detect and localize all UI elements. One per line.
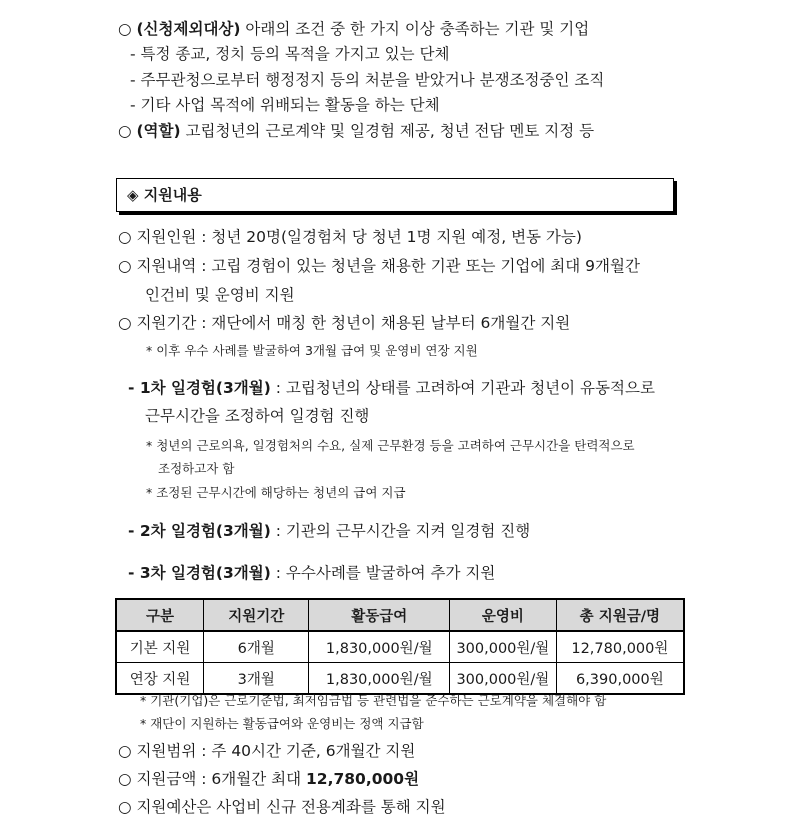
phase1-text-cont: 근무시간을 조정하여 일경험 진행 (145, 407, 370, 425)
table-cell: 연장 지원 (116, 663, 204, 695)
phase1-note: * 청년의 근로의욕, 일경험처의 수요, 실제 근무환경 등을 고려하여 근무시간을 탄력적으로 (146, 438, 635, 453)
table-row (116, 631, 684, 663)
table-cell: 12,780,000원 (556, 631, 684, 663)
role-title: (역할) (136, 122, 181, 140)
support-details-cont: 인건비 및 운영비 지원 (145, 286, 295, 304)
excluded-item: - 주무관청으로부터 행정정지 등의 처분을 받았거나 분쟁조정중인 조직 (130, 71, 605, 89)
support-table (115, 598, 685, 695)
table-cell: 기본 지원 (116, 631, 204, 663)
excluded-title: (신청제외대상) (136, 20, 241, 38)
table-row (116, 663, 684, 695)
phase1-text: : 고립청년의 상태를 고려하여 기관과 청년이 유동적으로 (275, 379, 655, 397)
section-header-box (116, 178, 674, 212)
excluded-item: - 특정 종교, 정치 등의 목적을 가지고 있는 단체 (130, 45, 450, 63)
table-cell: 300,000원/월 (450, 631, 557, 663)
phase1-note-cont: 조정하고자 함 (158, 461, 235, 476)
table-cell: 300,000원/월 (450, 663, 557, 695)
table-cell: 3개월 (204, 663, 309, 695)
phase2-line (128, 521, 530, 541)
table-header: 지원기간 (204, 599, 309, 631)
support-scope: ○ 지원범위 : 주 40시간 기준, 6개월간 지원 (118, 742, 416, 760)
bullet-circle: ○ (118, 20, 132, 38)
table-cell: 1,830,000원/월 (309, 663, 450, 695)
support-account: ○ 지원예산은 사업비 신규 전용계좌를 통해 지원 (118, 798, 446, 816)
table-header: 총 지원금/명 (556, 599, 684, 631)
diamond-icon: ◈ (127, 186, 139, 204)
phase1-note: * 조정된 근무시간에 해당하는 청년의 급여 지급 (146, 485, 406, 500)
phase1-line (128, 378, 655, 398)
excluded-item: - 기타 사업 목적에 위배되는 활동을 하는 단체 (130, 96, 440, 114)
table-header: 활동급여 (309, 599, 450, 631)
table-cell: 1,830,000원/월 (309, 631, 450, 663)
table-note: * 기관(기업)은 근로기준법, 최저임금법 등 관련법을 준수하는 근로계약을 체결해야 함 (140, 693, 607, 708)
section-title: 지원내용 (143, 186, 202, 204)
table-header: 운영비 (450, 599, 557, 631)
table-header-row (116, 599, 684, 631)
support-amount-value: 12,780,000원 (306, 770, 420, 788)
table-header: 구분 (116, 599, 204, 631)
excluded-intro (118, 19, 589, 39)
phase3-text: : 우수사례를 발굴하여 추가 지원 (275, 564, 496, 582)
bullet-circle: ○ (118, 122, 132, 140)
support-period: ○ 지원기간 : 재단에서 매칭 한 청년이 채용된 날부터 6개월간 지원 (118, 314, 571, 332)
phase2-text: : 기관의 근무시간을 지켜 일경험 진행 (275, 522, 531, 540)
table-cell: 6개월 (204, 631, 309, 663)
table-cell: 6,390,000원 (556, 663, 684, 695)
support-amount-label: ○ 지원금액 : 6개월간 최대 (118, 770, 302, 788)
excluded-intro-text: 아래의 조건 중 한 가지 이상 충족하는 기관 및 기업 (245, 20, 590, 38)
role-line (118, 121, 594, 141)
support-details: ○ 지원내역 : 고립 경험이 있는 청년을 채용한 기관 또는 기업에 최대 9개월간 (118, 257, 640, 275)
phase3-line (128, 563, 495, 583)
support-amount (118, 769, 419, 789)
support-period-note: * 이후 우수 사례를 발굴하여 3개월 급여 및 운영비 연장 지원 (146, 343, 478, 358)
support-personnel: ○ 지원인원 : 청년 20명(일경험처 당 청년 1명 지원 예정, 변동 가능) (118, 228, 582, 246)
phase3-title: - 3차 일경험(3개월) (128, 564, 271, 582)
phase2-title: - 2차 일경험(3개월) (128, 522, 271, 540)
role-text: 고립청년의 근로계약 및 일경험 제공, 청년 전담 멘토 지정 등 (185, 122, 595, 140)
table-note: * 재단이 지원하는 활동급여와 운영비는 정액 지급함 (140, 716, 424, 731)
phase1-title: - 1차 일경험(3개월) (128, 379, 271, 397)
